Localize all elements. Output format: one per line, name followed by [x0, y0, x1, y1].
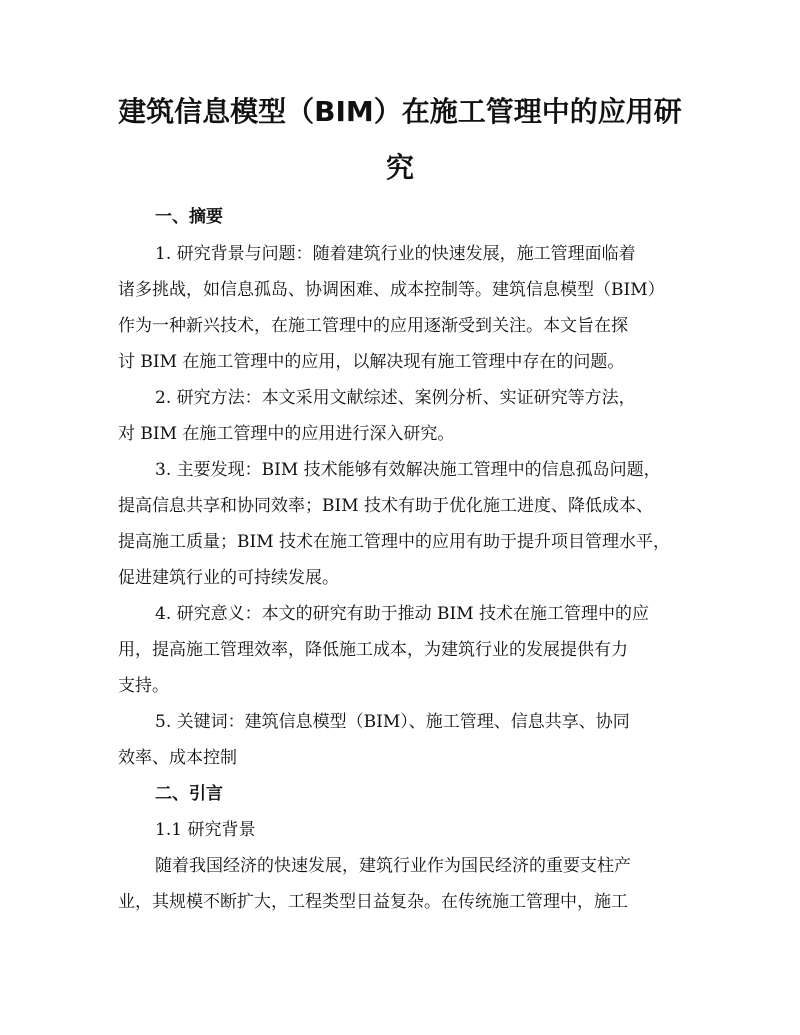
- paragraph-line: 促进建筑行业的可持续发展。: [118, 568, 339, 588]
- paragraph-line: 3. 主要发现：BIM 技术能够有效解决施工管理中的信息孤岛问题，: [155, 460, 661, 480]
- paragraph-line: 效率、成本控制: [118, 748, 237, 768]
- section-heading-introduction: 二、引言: [155, 784, 223, 804]
- paragraph-line: 5. 关键词：建筑信息模型（BIM）、施工管理、信息共享、协同: [155, 712, 630, 732]
- paragraph-line: 提高信息共享和协同效率；BIM 技术有助于优化施工进度、降低成本、: [118, 496, 654, 516]
- paragraph-line: 业，其规模不断扩大，工程类型日益复杂。在传统施工管理中，施工: [118, 892, 628, 912]
- paragraph-line: 1. 研究背景与问题：随着建筑行业的快速发展，施工管理面临着: [155, 244, 636, 264]
- subsection-heading-background: 1.1 研究背景: [155, 820, 256, 840]
- paragraph-line: 作为一种新兴技术，在施工管理中的应用逐渐受到关注。本文旨在探: [118, 316, 628, 336]
- document-title-line-1: 建筑信息模型（BIM）在施工管理中的应用研: [118, 95, 682, 128]
- paragraph-line: 诸多挑战，如信息孤岛、协调困难、成本控制等。建筑信息模型（BIM）: [118, 280, 665, 300]
- paragraph-line: 讨 BIM 在施工管理中的应用，以解决现有施工管理中存在的问题。: [118, 352, 625, 372]
- paragraph-line: 4. 研究意义：本文的研究有助于推动 BIM 技术在施工管理中的应: [155, 604, 650, 624]
- paragraph-line: 支持。: [118, 676, 169, 696]
- section-heading-abstract: 一、摘要: [155, 207, 223, 227]
- paragraph-line: 用，提高施工管理效率，降低施工成本，为建筑行业的发展提供有力: [118, 640, 628, 660]
- paragraph-line: 提高施工质量；BIM 技术在施工管理中的应用有助于提升项目管理水平，: [118, 532, 671, 552]
- paragraph-line: 随着我国经济的快速发展，建筑行业作为国民经济的重要支柱产: [155, 856, 631, 876]
- paragraph-line: 2. 研究方法：本文采用文献综述、案例分析、实证研究等方法，: [155, 388, 636, 408]
- document-title-line-2: 究: [385, 151, 414, 184]
- paragraph-line: 对 BIM 在施工管理中的应用进行深入研究。: [118, 424, 455, 444]
